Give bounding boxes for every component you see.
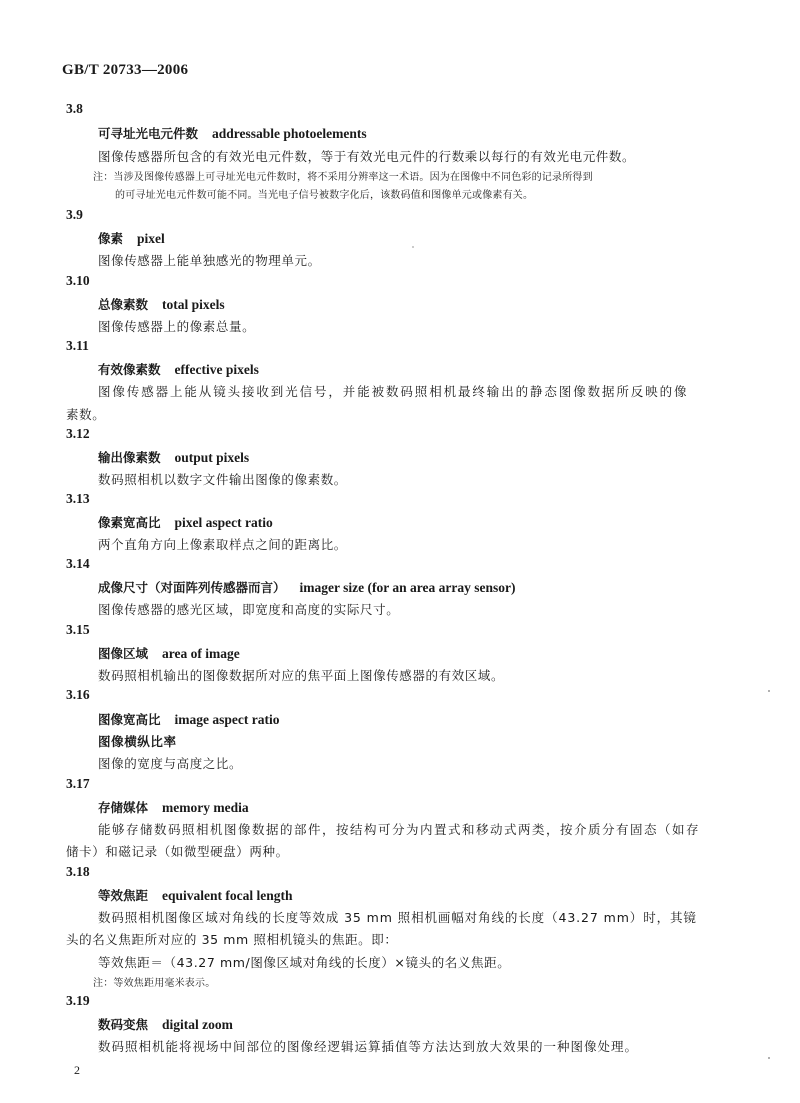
term-english: memory media (162, 800, 249, 815)
definition-text: 图像传感器所包含的有效光电元件数，等于有效光电元件的行数乘以每行的有效光电元件数。 (98, 149, 636, 164)
term-english: addressable photoelements (212, 126, 367, 141)
formula-text: 等效焦距＝（43.27 mm/图像区域对角线的长度）×镜头的名义焦距。 (98, 955, 511, 970)
definition-text: 素数。 (66, 407, 106, 422)
term-english: effective pixels (174, 362, 259, 377)
term-heading (98, 1015, 233, 1033)
section-number: 3.8 (66, 101, 83, 116)
definition-text: 图像传感器上能单独感光的物理单元。 (98, 253, 321, 268)
section-number: 3.13 (66, 491, 90, 506)
term-heading (98, 360, 259, 378)
standard-code-header: GB/T 20733—2006 (62, 62, 189, 78)
term-heading (98, 229, 165, 247)
note-text: 注：等效焦距用毫米表示。 (93, 978, 216, 989)
term-heading (98, 513, 273, 531)
term-english: total pixels (162, 297, 225, 312)
definition-text: 储卡）和磁记录（如微型硬盘）两种。 (66, 844, 289, 859)
term-chinese: 图像宽高比 (98, 712, 161, 727)
section-number: 3.15 (66, 622, 90, 637)
term-chinese: 可寻址光电元件数 (98, 126, 199, 141)
term-heading (98, 578, 515, 596)
term-english: digital zoom (162, 1017, 233, 1032)
definition-text: 数码照相机能将视场中间部位的图像经逻辑运算插值等方法达到放大效果的一种图像处理。 (98, 1039, 639, 1054)
term-english: equivalent focal length (162, 888, 293, 903)
definition-text: 数码照相机输出的图像数据所对应的焦平面上图像传感器的有效区域。 (98, 668, 505, 683)
definition-text: 图像的宽度与高度之比。 (98, 756, 243, 771)
note-text: 的可寻址光电元件数可能不同。当光电子信号被数字化后，该数码值和图像单元或像素有关。 (115, 190, 534, 201)
term-english: pixel (137, 231, 165, 246)
section-number: 3.11 (66, 338, 89, 353)
section-number: 3.14 (66, 556, 90, 571)
term-chinese: 数码变焦 (98, 1017, 149, 1032)
term-chinese: 图像区域 (98, 646, 149, 661)
definition-text: 图像传感器的感光区域，即宽度和高度的实际尺寸。 (98, 602, 400, 617)
term-chinese: 输出像素数 (98, 450, 161, 465)
term-chinese: 等效焦距 (98, 888, 149, 903)
term-chinese: 总像素数 (98, 297, 149, 312)
term-chinese: 成像尺寸（对面阵列传感器而言） (98, 580, 286, 595)
term-heading (98, 644, 240, 662)
synonym-term: 图像横纵比率 (98, 734, 177, 749)
term-heading (98, 710, 279, 728)
section-number: 3.19 (66, 993, 90, 1008)
term-english: imager size (for an area array sensor) (299, 580, 516, 595)
scan-speck (412, 246, 414, 248)
term-heading (98, 886, 293, 904)
definition-text: 数码照相机图像区域对角线的长度等效成 35 mm 照相机画幅对角线的长度（43.27 mm）时，其镜 (98, 910, 697, 925)
definition-text: 数码照相机以数字文件输出图像的像素数。 (98, 472, 347, 487)
term-heading (98, 124, 367, 142)
term-chinese: 有效像素数 (98, 362, 161, 377)
term-english: area of image (162, 646, 240, 661)
term-heading (98, 295, 225, 313)
term-chinese: 像素 (98, 231, 124, 246)
term-heading (98, 798, 249, 816)
note-text: 注：当涉及图像传感器上可寻址光电元件数时，将不采用分辨率这一术语。因为在图像中不同色彩的记录所得到 (93, 172, 593, 183)
definition-text: 能够存储数码照相机图像数据的部件，按结构可分为内置式和移动式两类，按介质分有固态（如存 (98, 822, 701, 837)
definition-text: 头的名义焦距所对应的 35 mm 照相机镜头的焦距。即： (66, 932, 398, 947)
term-english: output pixels (174, 450, 250, 465)
page-number: 2 (74, 1063, 80, 1077)
term-english: image aspect ratio (174, 712, 280, 727)
definition-text: 两个直角方向上像素取样点之间的距离比。 (98, 537, 347, 552)
term-english: pixel aspect ratio (174, 515, 273, 530)
scan-speck (768, 690, 770, 692)
term-chinese: 存储媒体 (98, 800, 149, 815)
term-chinese: 像素宽高比 (98, 515, 161, 530)
definition-text: 图像传感器上的像素总量。 (98, 319, 256, 334)
scan-speck (768, 1057, 770, 1059)
section-number: 3.12 (66, 426, 90, 441)
section-number: 3.10 (66, 273, 90, 288)
section-number: 3.16 (66, 687, 90, 702)
section-number: 3.9 (66, 207, 83, 222)
term-heading (98, 448, 249, 466)
section-number: 3.17 (66, 776, 90, 791)
definition-text: 图像传感器上能从镜头接收到光信号，并能被数码照相机最终输出的静态图像数据所反映的像 (98, 384, 689, 399)
section-number: 3.18 (66, 864, 90, 879)
